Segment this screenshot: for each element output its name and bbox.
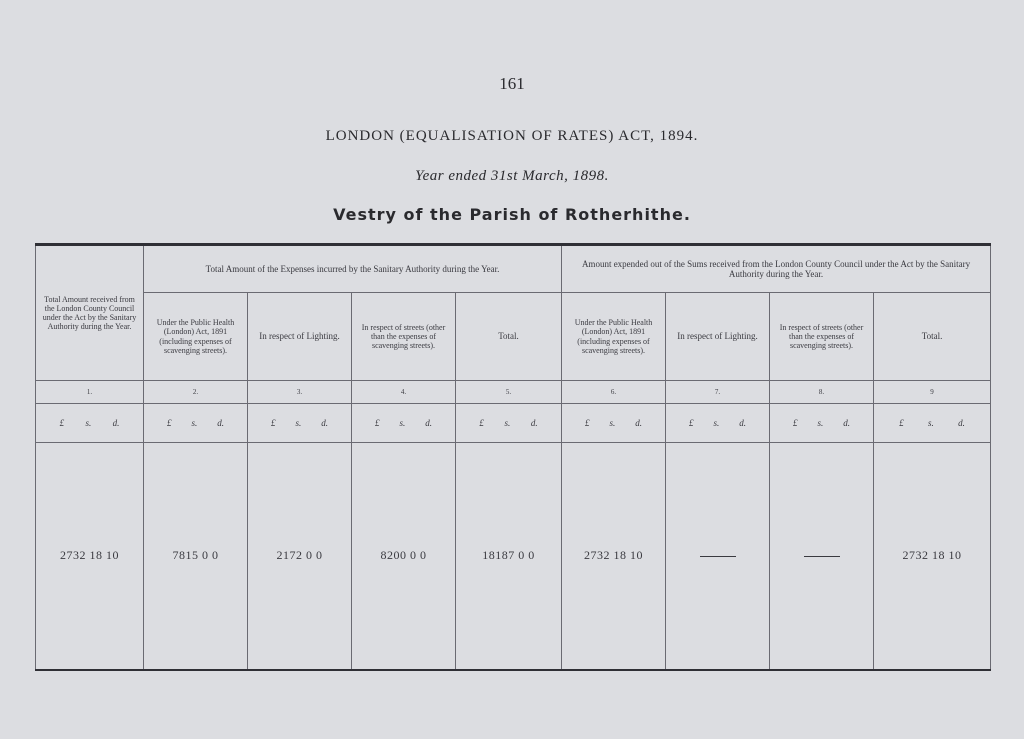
rates-table-container [35,243,990,665]
pounds-label: £ [479,417,484,428]
sub-header: Under the Public Health (London) Act, 1891 (including expenses of scavenging streets). [562,293,666,381]
pounds-label: £ [793,417,798,428]
unit-cell [36,404,144,443]
rates-table [35,243,991,671]
value-cell: 2732 18 10 [562,443,666,671]
unit-cell [456,404,562,443]
pounds-label: £ [585,417,590,428]
value-cell: 2172 0 0 [248,443,352,671]
sub-header: Total. [456,293,562,381]
sub-header: Under the Public Health (London) Act, 1891 (including expenses of scavenging streets). [144,293,248,381]
value-cell: 7815 0 0 [144,443,248,671]
pence-label: d. [425,417,432,428]
column-number: 1. [36,381,144,404]
value-cell-empty [666,443,770,671]
pence-label: d. [112,417,120,428]
unit-cell [562,404,666,443]
value-cell-empty [770,443,874,671]
pence-label: d. [843,417,850,428]
column-number: 3. [248,381,352,404]
pounds-label: £ [374,417,380,428]
unit-cell [352,404,456,443]
unit-cell [144,404,248,443]
pence-label: d. [958,417,965,428]
group2-header: Amount expended out of the Sums received from the London County Council under the Act by the Sanitary Authority during the Year. [562,245,991,293]
unit-cell [666,404,770,443]
value-cell: 18187 0 0 [456,443,562,671]
pounds-label: £ [166,417,172,428]
value-row [36,443,991,671]
dash-mark [700,556,736,557]
pence-label: d. [739,417,746,428]
shillings-label: s. [504,417,511,428]
unit-cell [874,404,991,443]
shillings-label: s. [399,417,406,428]
pence-label: d. [321,417,328,428]
shillings-label: s. [713,417,720,428]
sub-header: In respect of streets (other than the expenses of scavenging streets). [770,293,874,381]
sub-header: In respect of streets (other than the expenses of scavenging streets). [352,293,456,381]
value-cell: 2732 18 10 [36,443,144,671]
year-ended: Year ended 31st March, 1898. [415,168,609,184]
sub-header: Total. [874,293,991,381]
sub-header: In respect of Lighting. [248,293,352,381]
unit-row [36,404,991,443]
pounds-label: £ [689,417,694,428]
shillings-label: s. [295,417,302,428]
pounds-label: £ [899,417,904,428]
dash-mark [804,556,840,557]
column-number: 4. [352,381,456,404]
column-number: 8. [770,381,874,404]
shillings-label: s. [817,417,824,428]
shillings-label: s. [609,417,616,428]
vestry-title: Vestry of the Parish of Rotherhithe. [333,205,691,224]
shillings-label: s. [928,417,934,428]
page-number: 161 [499,74,525,93]
pence-label: d. [635,417,642,428]
pounds-label: £ [59,417,65,428]
value-cell: 2732 18 10 [874,443,991,671]
shillings-label: s. [85,417,92,428]
shillings-label: s. [191,417,198,428]
sub-header: In respect of Lighting. [666,293,770,381]
column-number: 9 [874,381,991,404]
column-number: 7. [666,381,770,404]
column-number: 6. [562,381,666,404]
value-cell: 8200 0 0 [352,443,456,671]
column-number: 5. [456,381,562,404]
column-number: 2. [144,381,248,404]
unit-cell [770,404,874,443]
col1-header: Total Amount received from the London County Council under the Act by the Sanitary Authority during the Year. [36,245,144,381]
pence-label: d. [530,417,538,428]
unit-cell [248,404,352,443]
group1-header: Total Amount of the Expenses incurred by the Sanitary Authority during the Year. [144,245,562,293]
act-title: LONDON (EQUALISATION OF RATES) ACT, 1894. [325,128,699,144]
pence-label: d. [217,417,224,428]
pounds-label: £ [270,417,276,428]
